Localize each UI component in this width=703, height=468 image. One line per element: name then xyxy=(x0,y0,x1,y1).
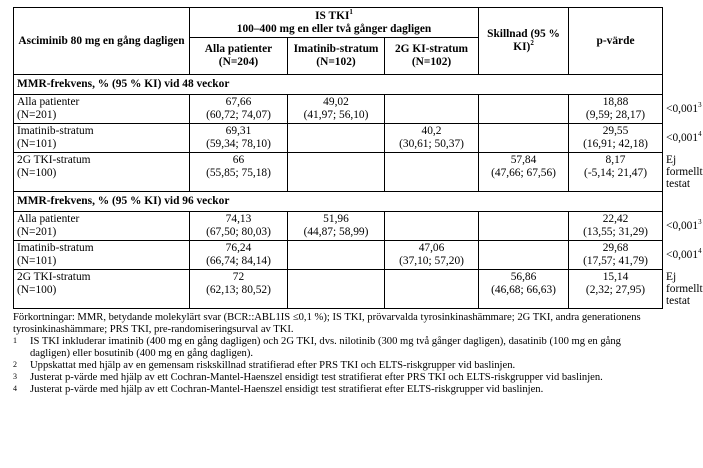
is-tki-dose: 100–400 mg en eller två gånger dagligen xyxy=(236,23,432,35)
sections-body xyxy=(14,75,703,309)
asciminib-value xyxy=(190,153,288,192)
imatinib-value xyxy=(385,124,479,153)
abbreviations: Förkortningar: MMR, betydande molekylärt svar (BCR::ABL1IS ≤0,1 %); IS TKI, prövarvalda tyrosinkinashämmare; 2G TKI, andra generationens tyrosinkinashämmare; PRS TKI, pre-randomiseringsurval av TKI. xyxy=(13,312,641,335)
2g-value xyxy=(479,153,569,192)
table-row xyxy=(14,212,663,241)
footnote-text: Justerat p-värde med hjälp av ett Cochran-Mantel-Haenszel ensidigt test stratifierat efter ELTS-riskgrupper vid baslinjen. xyxy=(30,384,544,395)
header-2g-stratum: 2G KI-stratum (N=102) xyxy=(385,38,479,75)
table-row xyxy=(14,95,663,124)
asciminib-value-main: 74,13 xyxy=(225,213,252,225)
2g-value xyxy=(479,124,569,153)
p-value-text: <0,001 xyxy=(666,248,699,261)
footnote-number: 4 xyxy=(13,384,17,393)
asciminib-value-ci: (67,50; 80,03) xyxy=(206,226,271,238)
asciminib-value-ci: (60,72; 74,07) xyxy=(206,109,271,121)
imatinib-value xyxy=(385,270,479,309)
footnote-text: Justerat p-värde med hjälp av ett Cochran-Mantel-Haenszel ensidigt test stratifierat efter PRS TKI och ELTS-riskgrupper vid baslinjen. xyxy=(30,372,603,383)
difference-value-ci: (13,55; 31,29) xyxy=(583,226,648,238)
asciminib-value-ci: (55,85; 75,18) xyxy=(206,167,271,179)
asciminib-value-ci: (59,34; 78,10) xyxy=(206,138,271,150)
row-label xyxy=(14,95,190,124)
header-asciminib: Asciminib 80 mg en gång dagligen xyxy=(14,8,190,75)
difference-value-main: 29,68 xyxy=(602,242,629,254)
footnote-number: 3 xyxy=(13,372,17,381)
footnote-text: IS TKI inkluderar imatinib (400 mg en gång dagligen) och 2G TKI, dvs. nilotinib (300 mg två gånger dagligen), dasatinib (100 mg en gång dagligen) eller bosutinib (400 mg en gång dagligen). xyxy=(30,336,621,359)
difference-value xyxy=(569,212,663,241)
imatinib-value xyxy=(385,95,479,124)
all-patients-value-ci: (44,87; 58,99) xyxy=(303,226,369,238)
row-label-main: Imatinib-stratum xyxy=(17,242,94,254)
row-label-ci: (N=101) xyxy=(17,255,57,267)
all-patients-value xyxy=(288,153,385,192)
row-label-main: 2G TKI-stratum xyxy=(17,154,91,166)
2g-value xyxy=(479,95,569,124)
header-row-1 xyxy=(14,8,663,38)
imatinib-value xyxy=(385,153,479,192)
table-row xyxy=(14,124,663,153)
imatinib-value xyxy=(385,241,479,270)
difference-value xyxy=(569,270,663,309)
table-row xyxy=(14,270,663,309)
asciminib-value xyxy=(190,95,288,124)
row-label-main: Imatinib-stratum xyxy=(17,125,94,137)
all-patients-value-ci: (41,97; 56,10) xyxy=(303,109,369,121)
p-value-text: <0,001 xyxy=(666,219,699,232)
p-value-text: <0,001 xyxy=(666,131,699,144)
asciminib-value-main: 72 xyxy=(232,271,245,283)
all-patients-value xyxy=(288,270,385,309)
results-table xyxy=(13,7,703,309)
p-value-text: <0,001 xyxy=(666,102,699,115)
footnote xyxy=(13,384,662,396)
header-is-tki xyxy=(190,8,479,38)
row-label xyxy=(14,270,190,309)
row-label-main: 2G TKI-stratum xyxy=(17,271,91,283)
row-label-ci: (N=100) xyxy=(17,167,57,179)
all-patients-value xyxy=(288,212,385,241)
all-patients-value xyxy=(288,95,385,124)
2g-value xyxy=(479,241,569,270)
asciminib-value xyxy=(190,270,288,309)
difference-value xyxy=(569,95,663,124)
all-patients-value xyxy=(288,241,385,270)
imatinib-value xyxy=(385,212,479,241)
asciminib-value-main: 69,31 xyxy=(225,125,252,137)
p-value-footnote: 3 xyxy=(698,100,702,109)
difference-value-main: 8,17 xyxy=(605,154,626,166)
is-tki-sup: 1 xyxy=(349,8,353,17)
difference-value xyxy=(569,124,663,153)
2g-value-ci: (47,66; 67,56) xyxy=(491,167,556,179)
row-label-main: Alla patienter xyxy=(17,213,80,225)
2g-value xyxy=(479,270,569,309)
row-label xyxy=(14,212,190,241)
footnote xyxy=(13,336,662,360)
p-value-text: Ej formellt testat xyxy=(666,271,703,307)
asciminib-value-main: 76,24 xyxy=(225,242,252,254)
footnote-list xyxy=(13,336,662,396)
p-value-footnote: 4 xyxy=(698,246,702,255)
2g-value-main: 57,84 xyxy=(510,154,537,166)
imatinib-value-main: 40,2 xyxy=(421,125,442,137)
difference-value-main: 29,55 xyxy=(602,125,629,137)
asciminib-value xyxy=(190,241,288,270)
row-label-ci: (N=201) xyxy=(17,226,57,238)
difference-value xyxy=(569,241,663,270)
p-value-footnote: 3 xyxy=(698,217,702,226)
all-patients-value-main: 49,02 xyxy=(323,96,349,108)
difference-value-main: 22,42 xyxy=(602,213,629,225)
document xyxy=(13,7,703,396)
difference-value-main: 18,88 xyxy=(602,96,629,108)
header-imatinib-stratum: Imatinib-stratum (N=102) xyxy=(288,38,385,75)
row-label-ci: (N=201) xyxy=(17,109,57,121)
asciminib-value xyxy=(190,124,288,153)
difference-value-ci: (-5,14; 21,47) xyxy=(584,167,647,179)
difference-value-ci: (2,32; 27,95) xyxy=(585,284,646,296)
2g-value-main: 56,86 xyxy=(510,271,537,283)
all-patients-value-main: 51,96 xyxy=(323,213,349,225)
table-row xyxy=(14,153,663,192)
row-label-ci: (N=101) xyxy=(17,138,57,150)
footnote-text: Uppskattat med hjälp av en gemensam riskskillnad stratifierad efter PRS TKI och ELTS-riskgrupper vid baslinjen. xyxy=(30,360,516,371)
difference-value xyxy=(569,153,663,192)
asciminib-value xyxy=(190,212,288,241)
difference-value-main: 15,14 xyxy=(602,271,629,283)
is-tki-title: IS TKI xyxy=(315,10,350,22)
footnote-number: 1 xyxy=(13,336,17,345)
footnote xyxy=(13,372,662,384)
row-label-ci: (N=100) xyxy=(17,284,57,296)
row-label xyxy=(14,241,190,270)
row-label-main: Alla patienter xyxy=(17,96,80,108)
2g-value xyxy=(479,212,569,241)
all-patients-value xyxy=(288,124,385,153)
difference-value-ci: (17,57; 41,79) xyxy=(583,255,648,267)
section-title: MMR-frekvens, % (95 % KI) vid 48 veckor xyxy=(14,75,663,95)
asciminib-value-ci: (62,13; 80,52) xyxy=(206,284,271,296)
imatinib-value-ci: (37,10; 57,20) xyxy=(399,255,464,267)
section-title: MMR-frekvens, % (95 % KI) vid 96 veckor xyxy=(14,192,663,212)
header-all-patients: Alla patienter (N=204) xyxy=(190,38,288,75)
header-difference: Skillnad (95 % KI)$^2$ xyxy=(479,8,569,75)
section-header xyxy=(14,75,663,95)
asciminib-value-main: 66 xyxy=(232,154,245,166)
difference-value-ci: (9,59; 28,17) xyxy=(585,109,646,121)
p-value-text: Ej formellt testat xyxy=(666,154,703,190)
asciminib-value-main: 67,66 xyxy=(225,96,252,108)
2g-value-ci: (46,68; 66,63) xyxy=(491,284,556,296)
difference-value-ci: (16,91; 42,18) xyxy=(583,138,648,150)
header-p-value: p-värde xyxy=(569,8,663,75)
asciminib-value-ci: (66,74; 84,14) xyxy=(206,255,271,267)
table-row xyxy=(14,241,663,270)
footnote-number: 2 xyxy=(13,360,17,369)
row-label xyxy=(14,124,190,153)
footnote xyxy=(13,360,662,372)
footnotes xyxy=(13,312,662,396)
section-header xyxy=(14,192,663,212)
p-value-footnote: 4 xyxy=(698,129,702,138)
imatinib-value-main: 47,06 xyxy=(418,242,445,254)
row-label xyxy=(14,153,190,192)
imatinib-value-ci: (30,61; 50,37) xyxy=(399,138,464,150)
